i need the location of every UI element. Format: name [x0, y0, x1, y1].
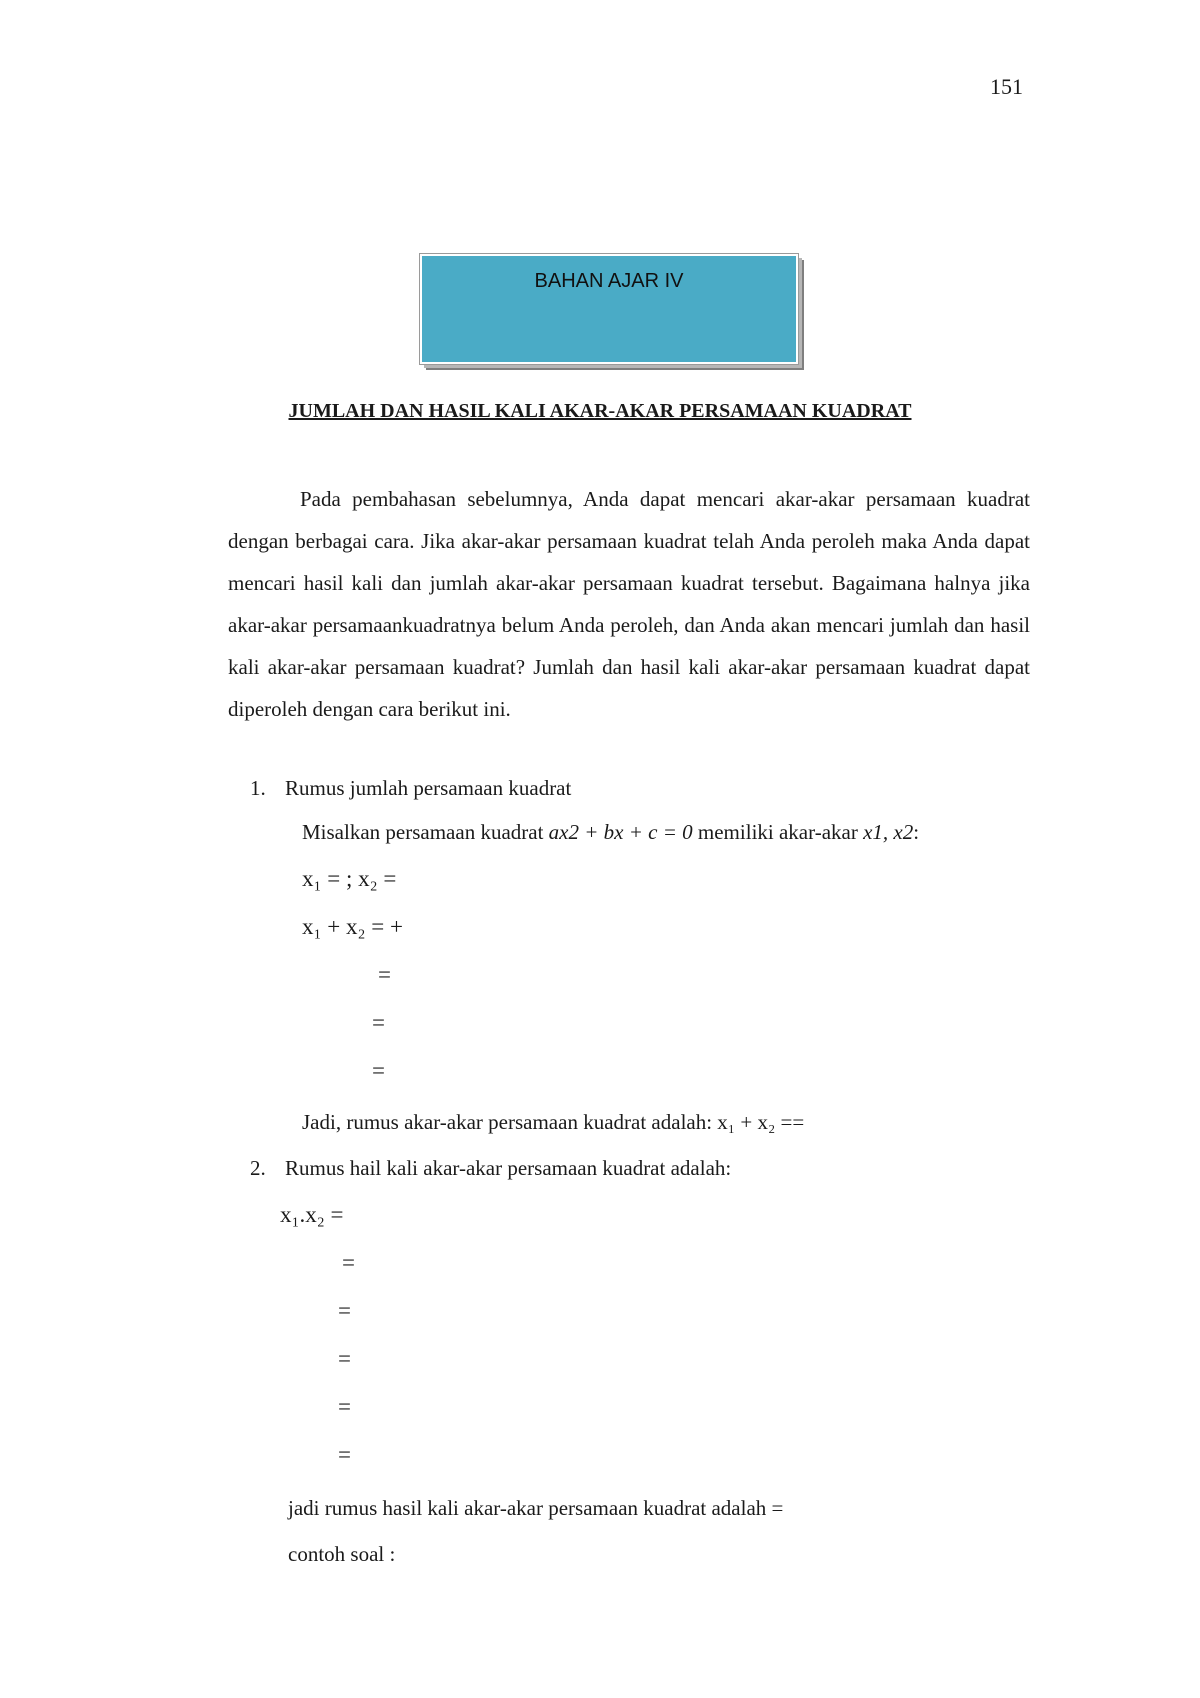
item1-sum-line: x₁ + x₂ = +: [302, 914, 403, 939]
item2-step: =: [338, 1346, 351, 1371]
item1-roots-line: x₁ = ; x₂ =: [302, 866, 397, 891]
item1-step: =: [378, 962, 391, 987]
page-number: 151: [990, 74, 1023, 99]
item2-step: =: [338, 1298, 351, 1323]
item2-conclusion: jadi rumus hasil kali akar-akar persamaan kuadrat adalah =: [288, 1496, 784, 1520]
example-label: contoh soal :: [288, 1542, 396, 1566]
list-number-2: 2.: [250, 1156, 266, 1180]
intro-paragraph: Pada pembahasan sebelumnya, Anda dapat mencari akar-akar persamaan kuadrat dengan berbagai cara. Jika akar-akar persamaan kuadrat telah Anda peroleh maka Anda dapat mencari hasil kali dan jumlah akar-akar persamaan kuadrat tersebut. Bagaimana halnya jika akar-akar persamaankuadratnya belum Anda peroleh, dan Anda akan mencari jumlah dan hasil kali akar-akar persamaan kuadrat? Jumlah dan hasil kali akar-akar persamaan kuadrat dapat diperoleh dengan cara berikut ini.: [228, 487, 1030, 721]
item2-step: =: [338, 1394, 351, 1419]
item2-product-line: x₁.x₂ =: [280, 1202, 344, 1227]
item1-roots: x1, x2: [863, 820, 914, 844]
item1-lead-text-2: memiliki akar-akar: [692, 820, 864, 844]
item2-step: =: [338, 1442, 351, 1467]
item2-step: =: [342, 1250, 355, 1275]
item1-step: =: [372, 1058, 385, 1083]
item2-title: Rumus hail kali akar-akar persamaan kuadrat adalah:: [285, 1156, 732, 1180]
item1-lead-end: :: [913, 820, 920, 844]
section-title: JUMLAH DAN HASIL KALI AKAR-AKAR PERSAMAAN KUADRAT: [288, 400, 912, 422]
item1-title: Rumus jumlah persamaan kuadrat: [285, 776, 572, 800]
list-number-1: 1.: [250, 776, 266, 800]
item1-equation: ax2 + bx + c = 0: [548, 820, 693, 844]
item1-step: =: [372, 1010, 385, 1035]
item1-lead-line: [302, 820, 919, 845]
chapter-title-label: BAHAN AJAR IV: [534, 270, 684, 292]
item1-conclusion: Jadi, rumus akar-akar persamaan kuadrat adalah: x₁ + x₂ ==: [302, 1110, 805, 1134]
item1-lead-text: Misalkan persamaan kuadrat: [302, 820, 549, 844]
chapter-title-box: [420, 254, 798, 364]
